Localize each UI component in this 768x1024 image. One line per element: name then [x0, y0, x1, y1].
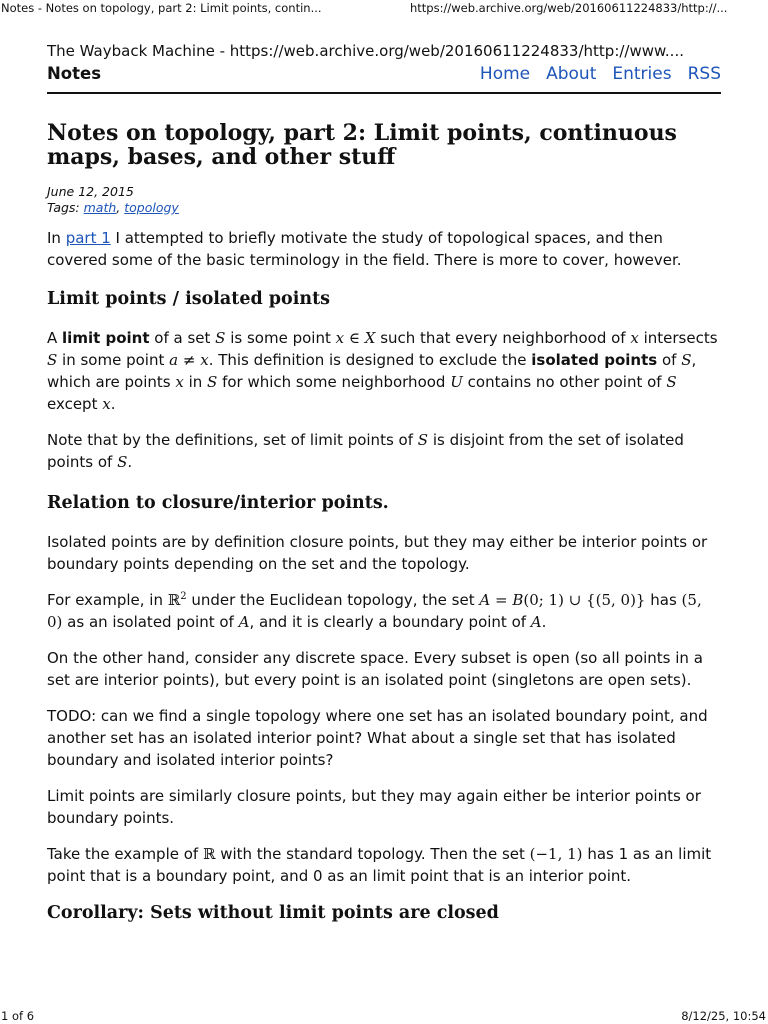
tags-label: Tags:	[47, 200, 84, 215]
discrete-space-paragraph: On the other hand, consider any discrete space. Every subset is open (so all points in a set are interior points), but every point is an isolated point (singletons are open sets).	[47, 649, 703, 689]
post-tags	[47, 200, 721, 216]
limit-point-definition: A limit point of a set S is some point x ∈ X such that every neighborhood of x intersects S in some point a ≠ x. This definition is designed to exclude the isolated points of S, which are points x in S for which some neighborhood U contains no other point of S except x.	[47, 329, 718, 413]
isolated-closure-paragraph: Isolated points are by definition closure points, but they may either be interior points or boundary points depending on the set and the topology.	[47, 533, 708, 573]
heading-limit-points: Limit points / isolated points	[47, 289, 331, 309]
disjoint-note: Note that by the definitions, set of limit points of S is disjoint from the set of isolated points of S.	[47, 431, 684, 471]
print-timestamp: 8/12/25, 10:54	[681, 1009, 766, 1023]
tag-math-link[interactable]: math	[83, 200, 117, 215]
post-title: Notes on topology, part 2: Limit points, continuous maps, bases, and other stuff	[47, 120, 677, 170]
intro-text-pre: In	[47, 229, 66, 247]
limit-closure-paragraph: Limit points are similarly closure points, but they may again either be interior points or boundary points.	[47, 787, 701, 827]
todo-paragraph: TODO: can we find a single topology where one set has an isolated boundary point, and another set has an isolated interior point? What about a single set that has isolated boundary and isolated interior points?	[47, 707, 708, 769]
disjoint-note-tail: points of	[47, 453, 113, 471]
part-1-link[interactable]: part 1	[65, 229, 111, 247]
page-content	[47, 40, 721, 925]
nav-rss-link[interactable]: RSS	[687, 64, 721, 84]
print-footer	[0, 1009, 768, 1023]
nav-entries-link[interactable]: Entries	[612, 64, 672, 84]
tag-topology-link[interactable]: topology	[124, 200, 179, 215]
euclidean-example: For example, in ℝ$^2$ under the Euclidean topology, the set A = B(0; 1) ∪ {(5, 0)} has (5, 0) as an isolated point of A, and it is clearly a boundary point of A.	[47, 591, 702, 631]
site-title[interactable]: Notes	[47, 64, 102, 83]
reals-example: Take the example of ℝ with the standard topology. Then the set (−1, 1) has 1 as an limit point that is a boundary point, and 0 as an limit point that is an interior point.	[47, 845, 712, 885]
intro-text-post: I attempted to briefly motivate the study of topological spaces, and then covered some of the basic terminology in the field. There is more to cover, however.	[47, 229, 682, 269]
nav-about-link[interactable]: About	[546, 64, 597, 84]
print-header	[0, 1, 768, 17]
post-date: June 12, 2015	[47, 184, 134, 199]
wayback-banner: The Wayback Machine - https://web.archive.org/web/20160611224833/http://www....	[47, 42, 684, 60]
print-header-url: https://web.archive.org/web/20160611224833/http://...	[410, 1, 728, 15]
post-meta	[47, 184, 721, 216]
print-header-title: Notes - Notes on topology, part 2: Limit points, contin...	[1, 1, 322, 15]
heading-corollary: Corollary: Sets without limit points are closed	[47, 903, 499, 923]
nav-home-link[interactable]: Home	[479, 64, 531, 84]
site-nav	[480, 62, 721, 86]
site-header	[47, 62, 721, 94]
tag-separator: ,	[116, 200, 125, 215]
page-counter: 1 of 6	[1, 1009, 35, 1023]
heading-relation: Relation to closure/interior points.	[47, 493, 389, 513]
intro-paragraph	[47, 227, 721, 271]
